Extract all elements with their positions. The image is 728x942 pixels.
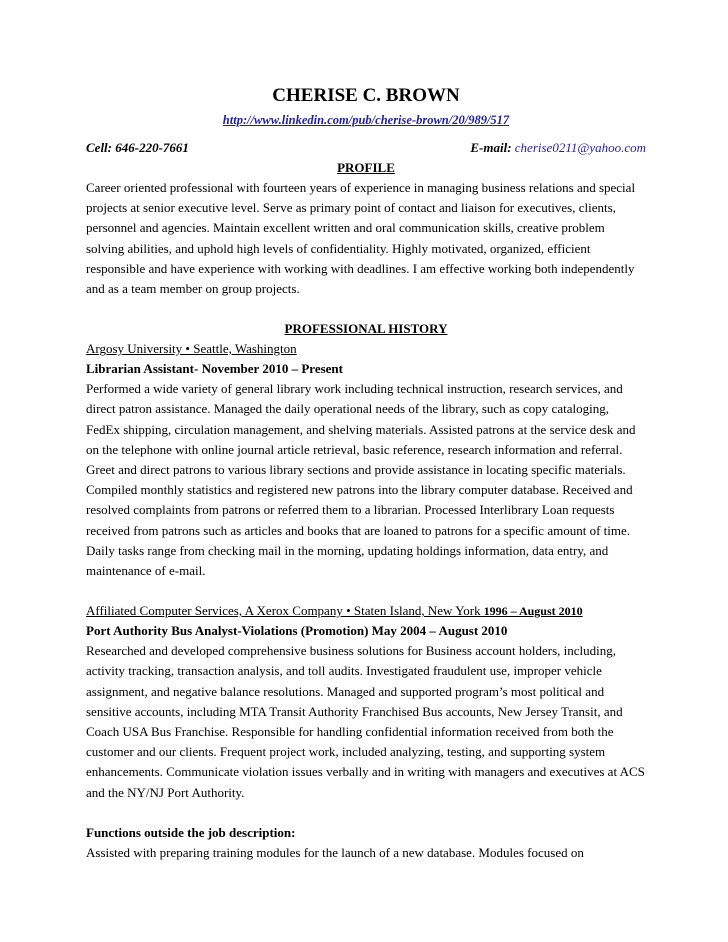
job-description: Researched and developed comprehensive business solutions for Business account holders, including, activity tracking, transaction analysis, and toll audits. Investigated fraudulent use, improper vehicle assignment, and negative balance resolutions. Managed and supported program’s most political and sensitive accounts, including MTA Transit Authority Franchised Bus accounts, New Jersey Transit, and Coach USA Bus Franchise. Responsible for handling confidential information received from both the customer and our clients. Frequent project work, included analyzing, testing, and supporting system enhancements. Communicate violation issues verbally and in writing with managers and executives at ACS and the NY/NJ Port Authority. bbox=[86, 643, 645, 800]
employment-dates: 1996 – August 2010 bbox=[480, 604, 583, 619]
employer-line bbox=[86, 339, 646, 359]
email-label: E-mail: bbox=[470, 140, 512, 155]
section-spacer bbox=[86, 299, 646, 319]
contact-row bbox=[86, 138, 646, 158]
job-role: Port Authority Bus Analyst-Violations (Promotion) May 2004 – August 2010 bbox=[86, 623, 508, 639]
email-block bbox=[470, 138, 646, 158]
job-entry bbox=[86, 339, 646, 581]
profile-heading: PROFILE bbox=[337, 160, 395, 175]
email-address[interactable]: cherise0211@yahoo.com bbox=[514, 140, 646, 155]
job-role: Librarian Assistant- November 2010 – Present bbox=[86, 361, 343, 377]
linkedin-link[interactable]: http://www.linkedin.com/pub/cherise-brown/20/989/517 bbox=[222, 113, 510, 127]
job-entry bbox=[86, 601, 646, 803]
job-description: Performed a wide variety of general library work including technical instruction, research services, and direct patron assistance. Managed the daily operational needs of the library, such as copy cataloging, FedEx shipping, circulation management, and shelving materials. Assisted patrons at the service desk and on the telephone with online journal article retrieval, basic reference, research information and referral. Greet and direct patrons to various library sections and provide assistance in locating specific materials. Compiled monthly statistics and registered new patrons into the library computer database. Received and resolved complaints from patrons or referred them to a librarian. Processed Interlibrary Loan requests received from patrons such as articles and books that are loaned to patrons for a specific amount of time. Daily tasks range from checking mail in the morning, updating holdings information, data entry, and maintenance of e-mail. bbox=[86, 381, 636, 579]
profile-text: Career oriented professional with fourteen years of experience in managing business relations and special projects at senior executive level. Serve as primary point of contact and liaison for executives, clients, personnel and agencies. Maintain excellent written and oral communication skills, creative problem solving abilities, and uphold high levels of confidentiality. Highly motivated, organized, efficient responsible and have experience with working with deadlines. I am effective working both independently and as a team member on group projects. bbox=[86, 180, 636, 297]
linkedin-line bbox=[86, 110, 646, 130]
outside-functions-heading: Functions outside the job description: bbox=[86, 824, 296, 840]
history-heading: PROFESSIONAL HISTORY bbox=[284, 321, 448, 337]
employer-line bbox=[86, 601, 646, 621]
resume-page bbox=[86, 84, 646, 863]
outside-functions-text: Assisted with preparing training modules for the launch of a new database. Modules focused on bbox=[86, 844, 584, 860]
candidate-name: CHERISE C. BROWN bbox=[272, 85, 460, 106]
employer-name: Argosy University • Seattle, Washington bbox=[86, 341, 297, 357]
cell-phone: Cell: 646-220-7661 bbox=[86, 140, 189, 155]
employer-name: Affiliated Computer Services, A Xerox Company • Staten Island, New York bbox=[86, 603, 481, 619]
